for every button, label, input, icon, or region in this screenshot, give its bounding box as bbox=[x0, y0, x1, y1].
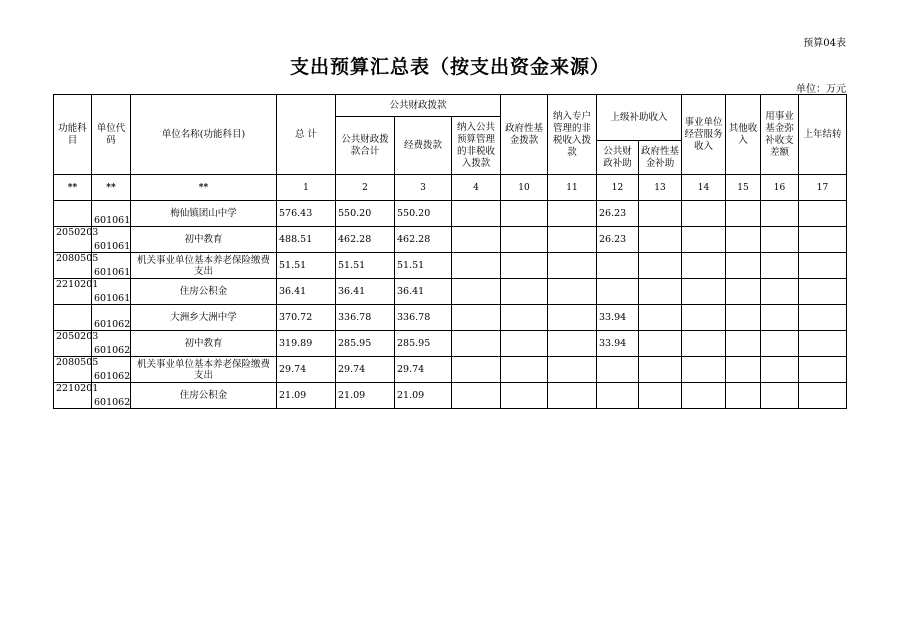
index-cell: 2 bbox=[336, 175, 395, 201]
func-code-cell bbox=[54, 305, 92, 331]
special-nontax-cell bbox=[548, 201, 597, 227]
unit-code-cell: 601062 bbox=[92, 383, 131, 409]
pf-funding-cell: 550.20 bbox=[395, 201, 452, 227]
special-nontax-cell bbox=[548, 305, 597, 331]
pf-total-cell: 336.78 bbox=[336, 305, 395, 331]
header-pf-nontax: 纳入公共预算管理的非税收入拨款 bbox=[452, 117, 501, 175]
total-cell: 21.09 bbox=[277, 383, 336, 409]
header-func-code: 功能科目 bbox=[54, 95, 92, 175]
header-biz-service: 事业单位经营服务收入 bbox=[682, 95, 726, 175]
index-cell: ** bbox=[54, 175, 92, 201]
unit-label: 单位：万元 bbox=[796, 84, 846, 95]
pf-funding-cell: 336.78 bbox=[395, 305, 452, 331]
upper-gov-fund-cell bbox=[639, 201, 682, 227]
table-row bbox=[54, 305, 847, 331]
total-cell: 319.89 bbox=[277, 331, 336, 357]
index-cell: 14 bbox=[682, 175, 726, 201]
func-code-cell: 2210201 bbox=[54, 383, 92, 409]
pf-total-cell: 36.41 bbox=[336, 279, 395, 305]
biz-service-cell bbox=[682, 357, 726, 383]
header-upper-public: 公共财政补助 bbox=[597, 141, 639, 175]
header-pf-total: 公共财政拨款合计 bbox=[336, 117, 395, 175]
biz-service-cell bbox=[682, 253, 726, 279]
pf-total-cell: 29.74 bbox=[336, 357, 395, 383]
func-code-cell: 2210201 bbox=[54, 279, 92, 305]
special-nontax-cell bbox=[548, 331, 597, 357]
carryover-cell bbox=[799, 253, 847, 279]
upper-public-cell: 26.23 bbox=[597, 227, 639, 253]
unit-name-cell: 住房公积金 bbox=[131, 279, 277, 305]
unit-name-cell: 初中教育 bbox=[131, 227, 277, 253]
pf-nontax-cell bbox=[452, 227, 501, 253]
gov-fund-cell bbox=[501, 331, 548, 357]
unit-code-cell: 601061 bbox=[92, 279, 131, 305]
carryover-cell bbox=[799, 357, 847, 383]
pf-total-cell: 550.20 bbox=[336, 201, 395, 227]
unit-name-cell: 住房公积金 bbox=[131, 383, 277, 409]
gov-fund-cell bbox=[501, 305, 548, 331]
special-nontax-cell bbox=[548, 357, 597, 383]
pf-nontax-cell bbox=[452, 305, 501, 331]
other-income-cell bbox=[726, 331, 761, 357]
special-nontax-cell bbox=[548, 279, 597, 305]
pf-funding-cell: 21.09 bbox=[395, 383, 452, 409]
upper-public-cell: 33.94 bbox=[597, 331, 639, 357]
index-cell: 1 bbox=[277, 175, 336, 201]
biz-service-cell bbox=[682, 331, 726, 357]
index-cell: 15 bbox=[726, 175, 761, 201]
biz-service-cell bbox=[682, 279, 726, 305]
upper-public-cell: 33.94 bbox=[597, 305, 639, 331]
biz-fund-offset-cell bbox=[761, 227, 799, 253]
header-special-nontax: 纳入专户管理的非税收入拨款 bbox=[548, 95, 597, 175]
pf-funding-cell: 51.51 bbox=[395, 253, 452, 279]
table-row bbox=[54, 357, 847, 383]
unit-code-cell: 601062 bbox=[92, 331, 131, 357]
index-cell: 11 bbox=[548, 175, 597, 201]
header-upper-subsidy: 上级补助收入 bbox=[597, 95, 682, 141]
func-code-cell: 2080505 bbox=[54, 253, 92, 279]
upper-gov-fund-cell bbox=[639, 279, 682, 305]
other-income-cell bbox=[726, 201, 761, 227]
carryover-cell bbox=[799, 279, 847, 305]
pf-funding-cell: 462.28 bbox=[395, 227, 452, 253]
upper-gov-fund-cell bbox=[639, 253, 682, 279]
table-row bbox=[54, 201, 847, 227]
carryover-cell bbox=[799, 227, 847, 253]
unit-name-cell: 机关事业单位基本养老保险缴费支出 bbox=[131, 357, 277, 383]
unit-code-cell: 601061 bbox=[92, 201, 131, 227]
header-upper-gov-fund: 政府性基金补助 bbox=[639, 141, 682, 175]
biz-fund-offset-cell bbox=[761, 305, 799, 331]
total-cell: 576.43 bbox=[277, 201, 336, 227]
pf-nontax-cell bbox=[452, 201, 501, 227]
unit-code-cell: 601062 bbox=[92, 357, 131, 383]
upper-gov-fund-cell bbox=[639, 305, 682, 331]
table-row bbox=[54, 227, 847, 253]
biz-fund-offset-cell bbox=[761, 253, 799, 279]
index-cell: 3 bbox=[395, 175, 452, 201]
unit-code-cell: 601062 bbox=[92, 305, 131, 331]
special-nontax-cell bbox=[548, 383, 597, 409]
index-cell: 16 bbox=[761, 175, 799, 201]
upper-gov-fund-cell bbox=[639, 227, 682, 253]
table-row bbox=[54, 383, 847, 409]
biz-service-cell bbox=[682, 305, 726, 331]
upper-gov-fund-cell bbox=[639, 331, 682, 357]
func-code-cell bbox=[54, 201, 92, 227]
pf-nontax-cell bbox=[452, 253, 501, 279]
pf-nontax-cell bbox=[452, 357, 501, 383]
func-code-cell: 2050203 bbox=[54, 227, 92, 253]
other-income-cell bbox=[726, 253, 761, 279]
biz-fund-offset-cell bbox=[761, 201, 799, 227]
pf-nontax-cell bbox=[452, 279, 501, 305]
header-gov-fund: 政府性基金拨款 bbox=[501, 95, 548, 175]
carryover-cell bbox=[799, 383, 847, 409]
index-cell: 13 bbox=[639, 175, 682, 201]
biz-fund-offset-cell bbox=[761, 331, 799, 357]
upper-gov-fund-cell bbox=[639, 383, 682, 409]
total-cell: 36.41 bbox=[277, 279, 336, 305]
biz-service-cell bbox=[682, 227, 726, 253]
index-row bbox=[54, 175, 847, 201]
gov-fund-cell bbox=[501, 357, 548, 383]
gov-fund-cell bbox=[501, 383, 548, 409]
biz-fund-offset-cell bbox=[761, 279, 799, 305]
upper-gov-fund-cell bbox=[639, 357, 682, 383]
budget-table bbox=[53, 94, 847, 409]
header-total: 总 计 bbox=[277, 95, 336, 175]
pf-total-cell: 51.51 bbox=[336, 253, 395, 279]
func-code-cell: 2080505 bbox=[54, 357, 92, 383]
pf-nontax-cell bbox=[452, 383, 501, 409]
total-cell: 51.51 bbox=[277, 253, 336, 279]
total-cell: 488.51 bbox=[277, 227, 336, 253]
gov-fund-cell bbox=[501, 227, 548, 253]
unit-code-cell: 601061 bbox=[92, 253, 131, 279]
upper-public-cell bbox=[597, 357, 639, 383]
total-cell: 370.72 bbox=[277, 305, 336, 331]
header-other-income: 其他收入 bbox=[726, 95, 761, 175]
index-cell: ** bbox=[131, 175, 277, 201]
header-unit-code: 单位代码 bbox=[92, 95, 131, 175]
pf-funding-cell: 285.95 bbox=[395, 331, 452, 357]
unit-name-cell: 初中教育 bbox=[131, 331, 277, 357]
biz-service-cell bbox=[682, 201, 726, 227]
header-pf-funding: 经费拨款 bbox=[395, 117, 452, 175]
special-nontax-cell bbox=[548, 253, 597, 279]
gov-fund-cell bbox=[501, 279, 548, 305]
form-number: 预算04表 bbox=[803, 38, 846, 49]
upper-public-cell bbox=[597, 383, 639, 409]
other-income-cell bbox=[726, 305, 761, 331]
header-carryover: 上年结转 bbox=[799, 95, 847, 175]
index-cell: 17 bbox=[799, 175, 847, 201]
pf-total-cell: 21.09 bbox=[336, 383, 395, 409]
header-public-fiscal: 公共财政拨款 bbox=[336, 95, 501, 117]
upper-public-cell bbox=[597, 279, 639, 305]
pf-funding-cell: 29.74 bbox=[395, 357, 452, 383]
header-biz-fund-offset: 用事业基金弥补收支差额 bbox=[761, 95, 799, 175]
func-code-cell: 2050203 bbox=[54, 331, 92, 357]
carryover-cell bbox=[799, 201, 847, 227]
index-cell: ** bbox=[92, 175, 131, 201]
total-cell: 29.74 bbox=[277, 357, 336, 383]
unit-name-cell: 机关事业单位基本养老保险缴费支出 bbox=[131, 253, 277, 279]
index-cell: 12 bbox=[597, 175, 639, 201]
carryover-cell bbox=[799, 305, 847, 331]
unit-code-cell: 601061 bbox=[92, 227, 131, 253]
index-cell: 10 bbox=[501, 175, 548, 201]
upper-public-cell bbox=[597, 253, 639, 279]
table-row bbox=[54, 253, 847, 279]
gov-fund-cell bbox=[501, 253, 548, 279]
gov-fund-cell bbox=[501, 201, 548, 227]
pf-total-cell: 462.28 bbox=[336, 227, 395, 253]
special-nontax-cell bbox=[548, 227, 597, 253]
table-row bbox=[54, 331, 847, 357]
upper-public-cell: 26.23 bbox=[597, 201, 639, 227]
header-unit-name: 单位名称(功能科目) bbox=[131, 95, 277, 175]
unit-name-cell: 大洲乡大洲中学 bbox=[131, 305, 277, 331]
biz-service-cell bbox=[682, 383, 726, 409]
pf-funding-cell: 36.41 bbox=[395, 279, 452, 305]
other-income-cell bbox=[726, 279, 761, 305]
carryover-cell bbox=[799, 331, 847, 357]
unit-name-cell: 梅仙镇团山中学 bbox=[131, 201, 277, 227]
index-cell: 4 bbox=[452, 175, 501, 201]
other-income-cell bbox=[726, 227, 761, 253]
biz-fund-offset-cell bbox=[761, 357, 799, 383]
biz-fund-offset-cell bbox=[761, 383, 799, 409]
pf-total-cell: 285.95 bbox=[336, 331, 395, 357]
pf-nontax-cell bbox=[452, 331, 501, 357]
data-rows bbox=[54, 201, 847, 409]
other-income-cell bbox=[726, 383, 761, 409]
table-row bbox=[54, 279, 847, 305]
other-income-cell bbox=[726, 357, 761, 383]
page-title: 支出预算汇总表（按支出资金来源） bbox=[289, 56, 610, 78]
